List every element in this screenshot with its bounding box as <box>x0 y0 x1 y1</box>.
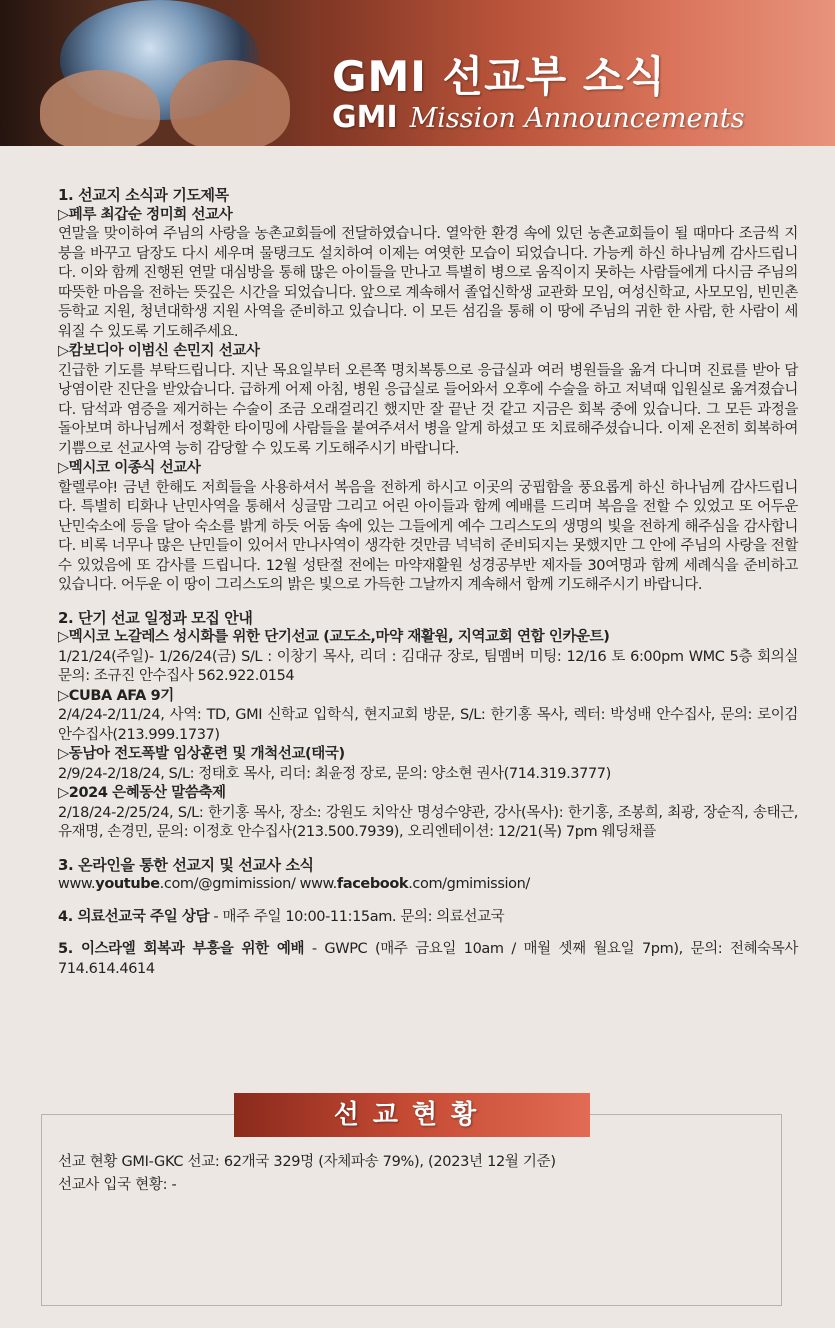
trip-a-text: 1/21/24(주일)- 1/26/24(금) S/L : 이창기 목사, 리더 : 김대규 장로, 팀멤버 미팅: 12/16 토 6:00pm WMC 5층 회의실 문의: 조규진 안수집사 562.922.0154 <box>58 648 798 684</box>
facebook-link-post[interactable]: .com/gmimission/ <box>408 876 530 892</box>
header-banner <box>0 0 835 146</box>
facebook-link-bold[interactable]: facebook <box>336 876 409 892</box>
title-en-script: Mission Announcements <box>409 103 745 134</box>
hands-globe-image <box>0 0 320 146</box>
section-2-title: 2. 단기 선교 일정과 모집 안내 <box>58 608 253 627</box>
cambodia-text: 긴급한 기도를 부탁드립니다. 지난 목요일부터 오른쪽 명치복통으로 응급실과 여러 병원들을 옮겨 다니며 진료를 받아 담낭염이란 진단을 받았습니다. 급하게 어제 아침, 병원 응급실로 들어와서 오후에 수술을 하고 저녁때 입원실로 옮겨졌습니다. 담석과 염증을 제거하는 수술이 조금 오래걸리긴 했지만 잘 끝난 것 같고 지금은 회복 중에 있습니다. 그 모든 과정을 돌아보며 하나님께서 정확한 타이밍에 사람들을 붙여주셔서 병을 알게 하셨고 또 치료해주셨습니다. 이제 온전히 회복하여 기쁨으로 선교사역 능히 감당할 수 있도록 기도해주시기 바랍니다. <box>58 362 798 457</box>
status-line-2: 선교사 입국 현황: - <box>58 1177 177 1193</box>
status-banner: 선교현황 <box>234 1093 590 1137</box>
online-links <box>58 875 798 895</box>
facebook-link-pre[interactable]: www. <box>299 876 337 892</box>
mexico-text: 할렐루야! 금년 한해도 저희들을 사용하셔서 복음을 전하게 하시고 이곳의 궁핍함을 풍요롭게 하신 하나님께 감사드립니다. 특별히 티화나 난민사역을 통해서 싱글맘 그리고 어린 아이들과 함께 예배를 드리며 복음을 전할 수 있었고 또 어두운 난민숙소에 등을 달아 숙소를 밝게 하듯 어둠 속에 있는 그들에게 예수 그리스도의 생명의 빛을 전하게 해주심을 감사합니다. 비록 너무나 많은 난민들이 있어서 만나사역이 생각한 것만큼 넉넉히 준비되지는 못했지만 그 안에 주님의 사랑을 전할 수 있었음에 또 감사를 드립니다. 12월 성탄절 전에는 마약재활원 성경공부반 제자들 30여명과 함께 세례식을 준비하고 있습니다. 어두운 이 땅이 그리스도의 밝은 빛으로 가득한 그날까지 계속해서 함께 기도해주시기 바랍니다. <box>58 479 798 593</box>
section-5 <box>58 940 798 979</box>
section-3-title: 3. 온라인을 통한 선교지 및 선교사 소식 <box>58 855 314 874</box>
trip-d-heading: ▷2024 은혜동산 말씀축제 <box>58 785 226 801</box>
section-4 <box>58 908 798 928</box>
youtube-link-bold[interactable]: youtube <box>95 876 160 892</box>
trip-c-text: 2/9/24-2/18/24, S/L: 정태호 목사, 리더: 최윤정 장로, 문의: 양소현 권사(714.319.3777) <box>58 765 611 782</box>
section-5-text: - GWPC (매주 금요일 10am / 매월 셋째 월요일 7pm), 문의: 전혜숙목사 714.614.4614 <box>58 941 798 977</box>
status-text <box>58 1151 778 1197</box>
title-korean: GMI 선교부 소식 <box>332 52 666 101</box>
trip-c-heading: ▷동남아 전도폭발 임상훈련 및 개척선교(태국) <box>58 746 345 762</box>
status-line-1: 선교 현황 GMI-GKC 선교: 62개국 329명 (자체파송 79%), (2023년 12월 기준) <box>58 1154 556 1170</box>
announcements-content <box>58 186 798 979</box>
status-box <box>41 1114 782 1306</box>
trip-d-text: 2/18/24-2/25/24, S/L: 한기홍 목사, 장소: 강원도 치악산 명성수양관, 강사(목사): 한기홍, 조봉희, 최광, 장순직, 송태근, 유재명, 손경민, 문의: 이정호 안수집사(213.500.7939), 오리엔테이션: 12/21(목) 7pm 웨딩채플 <box>58 804 798 840</box>
trip-b-heading: ▷CUBA AFA 9기 <box>58 687 174 704</box>
title-english <box>332 100 745 135</box>
mexico-heading: ▷멕시코 이종식 선교사 <box>58 460 201 476</box>
youtube-link-post[interactable]: .com/@gmimission/ <box>159 876 300 892</box>
peru-text: 연말을 맞이하여 주님의 사랑을 농촌교회들에 전달하였습니다. 열악한 환경 속에 있던 농촌교회들이 될 때마다 조금씩 지붕을 바꾸고 담장도 다시 세우며 물탱크도 설치하여 이제는 여엿한 모습이 되었습니다. 가능케 하신 하나님께 감사드립니다. 이와 함께 진행된 연말 대심방을 통해 많은 아이들을 만나고 특별히 병으로 움직이지 못하는 사람들에게 다시금 주님의 따뜻한 마음을 전하는 뜻깊은 시간을 되었습니다. 앞으로 계속해서 졸업신학생 교관화 모임, 여성신학교, 사모모임, 빈민촌등학교 지원, 청년대학생 지원 사역을 준비하고 있습니다. 이 모든 섬김을 통해 이 땅에 주님의 귀한 한 사람, 한 사람이 세워질 수 있도록 기도해주세요. <box>58 226 798 340</box>
cambodia-heading: ▷캄보디아 이범신 손민지 선교사 <box>58 343 260 359</box>
right-hand-image <box>170 60 290 146</box>
section-1-title: 1. 선교지 소식과 기도제목 <box>58 186 229 204</box>
youtube-link-pre[interactable]: www. <box>58 876 96 892</box>
section-4-text: - 매주 주일 10:00-11:15am. 문의: 의료선교국 <box>209 908 505 925</box>
trip-a-heading: ▷멕시코 노갈레스 성시화를 위한 단기선교 (교도소,마약 재활원, 지역교회 연합 인카운트) <box>58 629 610 645</box>
section-5-title: 5. 이스라엘 회복과 부흥을 위한 예배 <box>58 941 305 957</box>
section-4-title: 4. 의료선교국 주일 상담 <box>58 908 210 925</box>
title-en-prefix: GMI <box>332 100 398 135</box>
trip-b-text: 2/4/24-2/11/24, 사역: TD, GMI 신학교 입학식, 현지교회 방문, S/L: 한기홍 목사, 렉터: 박성배 안수집사, 문의: 로이김 안수집사(213.999.1737) <box>58 707 798 743</box>
left-hand-image <box>40 70 160 146</box>
peru-heading: ▷페루 최갑순 정미희 선교사 <box>58 206 233 223</box>
